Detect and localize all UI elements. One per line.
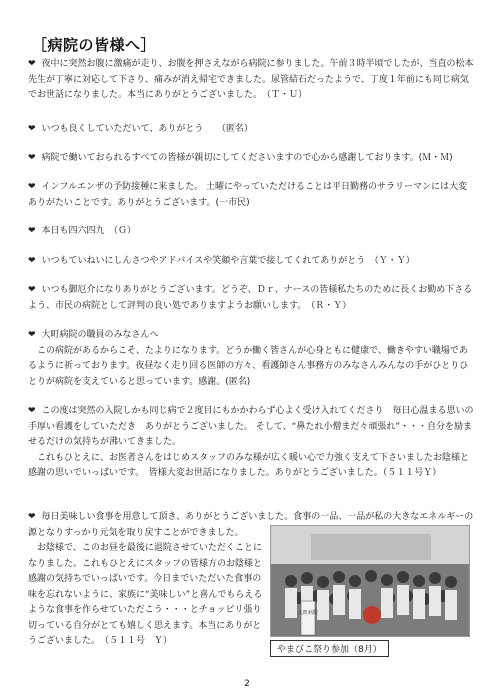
message-6 xyxy=(28,254,474,270)
message-1 xyxy=(28,57,474,104)
message-8 xyxy=(28,328,474,390)
heart-icon: ❤ xyxy=(28,59,36,69)
message-text: この病院があるからこそ、たよりになります。どうか働く皆さんが心身ともに健康で、働きやすい職場であるように祈っております。夜昼なく走り回る医師の方々、看護師さん事務方のみなさんみんなの手がひとりひとりが病院を支えていると思っています。感謝。(匿名) xyxy=(28,345,469,387)
message-heading: 大町病院の職員のみなさんへ xyxy=(41,330,159,340)
message-text: 毎日美味しい食事を用意して頂き、ありがとうございました。食事の一品、一品が私の大きなエネルギーの源となりすっかり元気を取り戻すことができました。 xyxy=(28,512,474,538)
banner-text: 大町病院 xyxy=(297,610,319,616)
photo-block xyxy=(270,525,468,657)
photo-caption: やまびこ祭り参加（8月） xyxy=(270,640,389,657)
message-5 xyxy=(28,224,474,240)
message-text-continued: これもひとえに、お医者さんをはじめスタッフのみな様が広く暖い心で力強く支えて下さいましたお陰様と感謝の思いでいっぱいです。 皆様大変お世話になりました。ありがとうございました。（５１１号Ｙ） xyxy=(28,452,470,478)
message-9 xyxy=(28,404,474,482)
festival-photo-illustration xyxy=(271,526,469,636)
heart-icon: ❤ xyxy=(28,153,36,163)
festival-photo xyxy=(270,525,470,637)
message-2 xyxy=(28,122,474,138)
heart-icon: ❤ xyxy=(28,330,36,340)
page-number: 2 xyxy=(244,679,250,689)
heart-icon: ❤ xyxy=(28,124,36,134)
message-text-continued: お陰様で、このお昼を最後に退院させていただくことになりました。これもひとえにスタッフの皆様方のお陰様と感謝の気持ちでいっぱいです。今日までいただいた食事の味を忘れないように、家族に“美味しい”と喜んでもらえるような食事を作らせていただこう・・・とチョッピリ張り切っている自分がとても嬉しく思えます。本当にありがとうございました。 （５１１号 Ｙ） xyxy=(28,543,263,646)
message-text: いつも御厄介になりありがとうございます。どうぞ、Ｄｒ、ナースの皆様私たちのために長くお勤め下さるよう、市民の病院として評判の良い処でありますようお願いします。 （Ｒ・Ｙ） xyxy=(28,285,473,311)
message-text: 病院で働いておられるすべての皆様が親切にしてくださいますので心から感謝しております。(Ｍ・Ｍ) xyxy=(41,153,453,163)
heart-icon: ❤ xyxy=(28,226,36,236)
message-text: 本日も四六四九 （Ｇ） xyxy=(41,226,137,236)
message-7 xyxy=(28,283,474,314)
message-text: インフルエンザの予防接種に来ました。 土曜にやっていただけることは平日勤務のサラリーマンには大変ありがたいことです。ありがとうございます。(一市民) xyxy=(28,182,468,208)
message-text: いつも良くしていただいて、ありがとう （匿名） xyxy=(41,124,253,134)
message-text: 夜中に突然お腹に激痛が走り、お腹を押さえながら病院に参りました。午前３時半頃でしたが、当直の松本先生が丁寧に対応して下さり、痛みが消え帰宅できました。尿管結石だったようで、丁度１年前にも同じ病気でお世話になりました。本当にありがとうございました。 （Ｔ・Ｕ） xyxy=(28,59,474,100)
heart-icon: ❤ xyxy=(28,406,36,416)
page-title: ［病院の皆様へ］ xyxy=(32,36,157,54)
message-10-continued xyxy=(28,541,266,650)
heart-icon: ❤ xyxy=(28,256,36,266)
message-3 xyxy=(28,151,474,167)
heart-icon: ❤ xyxy=(28,285,36,295)
message-4 xyxy=(28,180,474,211)
message-text: いつもていねいにしんさつやアドバイスや笑顔や言葉で接してくれてありがとう （Ｙ・Ｙ） xyxy=(41,256,415,266)
heart-icon: ❤ xyxy=(28,512,36,522)
message-text: この度は突然の入院しかも同じ病で２度目にもかかわらず心よく受け入れてくださり 毎日心温まる思いの手厚い看護をしていただき ありがとうございました。 そして、“鼻たれ小僧まだ々頑張れ”・・・自分を励ませるだけの気持ちが沸いてきました。 xyxy=(28,406,474,447)
heart-icon: ❤ xyxy=(28,182,36,192)
